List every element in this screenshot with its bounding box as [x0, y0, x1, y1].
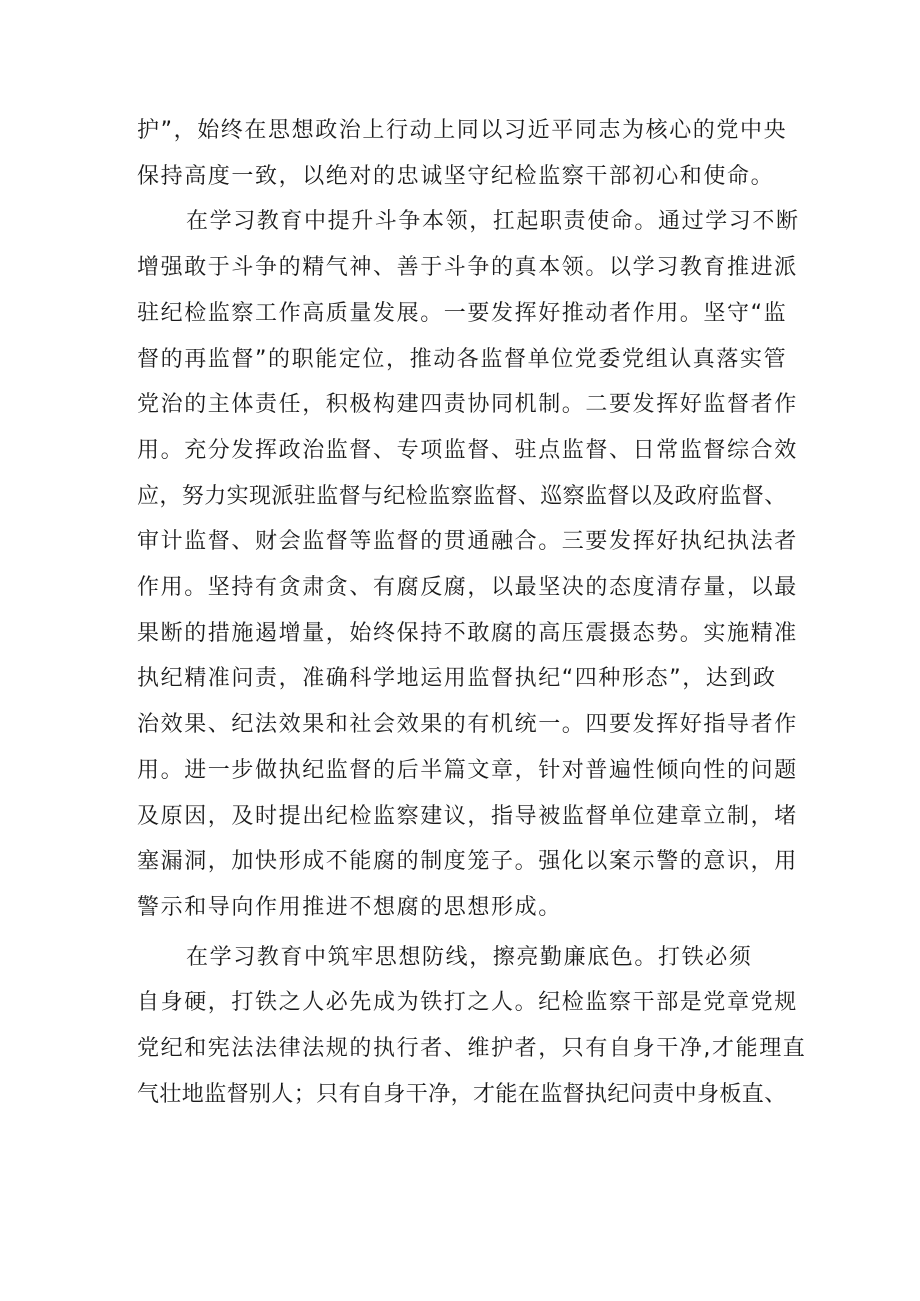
text-line: 督的再监督”的职能定位，推动各监督单位党委党组认真落实管 — [137, 346, 788, 372]
text-line: 增强敢于斗争的精气神、善于斗争的真本领。以学习教育推进派 — [137, 255, 798, 281]
text-line: 果断的措施遏增量，始终保持不敢腐的高压震摄态势。实施精准 — [137, 620, 798, 646]
paragraph-ideological-defense — [137, 935, 817, 1118]
text-line: 审计监督、财会监督等监督的贯通融合。三要发挥好执纪执法者 — [137, 529, 798, 555]
text-line: 作用。坚持有贪肃贪、有腐反腐，以最坚决的态度清存量，以最 — [137, 575, 798, 601]
text-line: 党纪和宪法法律法规的执行者、维护者，只有自身干净,才能理直 — [137, 1036, 807, 1062]
text-line: 治效果、纪法效果和社会效果的有机统一。四要发挥好指导者作 — [137, 712, 798, 738]
text-line: 及原因，及时提出纪检监察建议，指导被监督单位建章立制，堵 — [137, 803, 798, 829]
text-line: 在学习教育中提升斗争本领，扛起职责使命。通过学习不断 — [186, 209, 800, 235]
text-line: 护”，始终在思想政治上行动上同以习近平同志为核心的党中央 — [137, 118, 788, 143]
text-line: 应，努力实现派驻监督与纪检监察监督、巡察监督以及政府监督、 — [137, 483, 787, 509]
text-line: 警示和导向作用推进不想腐的思想形成。 — [137, 894, 562, 920]
document-body — [137, 108, 817, 1117]
text-line: 气壮地监督别人；只有自身干净，才能在监督执纪问责中身板直、 — [137, 1081, 787, 1107]
text-line: 在学习教育中筑牢思想防线，擦亮勤廉底色。打铁必须 — [186, 944, 753, 970]
text-line: 塞漏洞，加快形成不能腐的制度笼子。强化以案示警的意识，用 — [137, 849, 798, 875]
text-line: 用。充分发挥政治监督、专项监督、驻点监督、日常监督综合效 — [137, 437, 798, 463]
text-line: 保持高度一致，以绝对的忠诚坚守纪检监察干部初心和使命。 — [137, 163, 775, 189]
text-line: 自身硬，打铁之人必先成为铁打之人。纪检监察干部是党章党规 — [137, 990, 798, 1016]
text-line: 用。进一步做执纪监督的后半篇文章，针对普遍性倾向性的问题 — [137, 757, 798, 783]
paragraph-continuation — [137, 108, 817, 199]
text-line: 执纪精准问责，准确科学地运用监督执纪“四种形态”，达到政 — [137, 666, 777, 692]
text-line: 驻纪检监察工作高质量发展。一要发挥好推动者作用。坚守“监 — [137, 300, 788, 326]
paragraph-struggle-skills — [137, 199, 817, 930]
text-line: 党治的主体责任，积极构建四责协同机制。二要发挥好监督者作 — [137, 392, 798, 418]
